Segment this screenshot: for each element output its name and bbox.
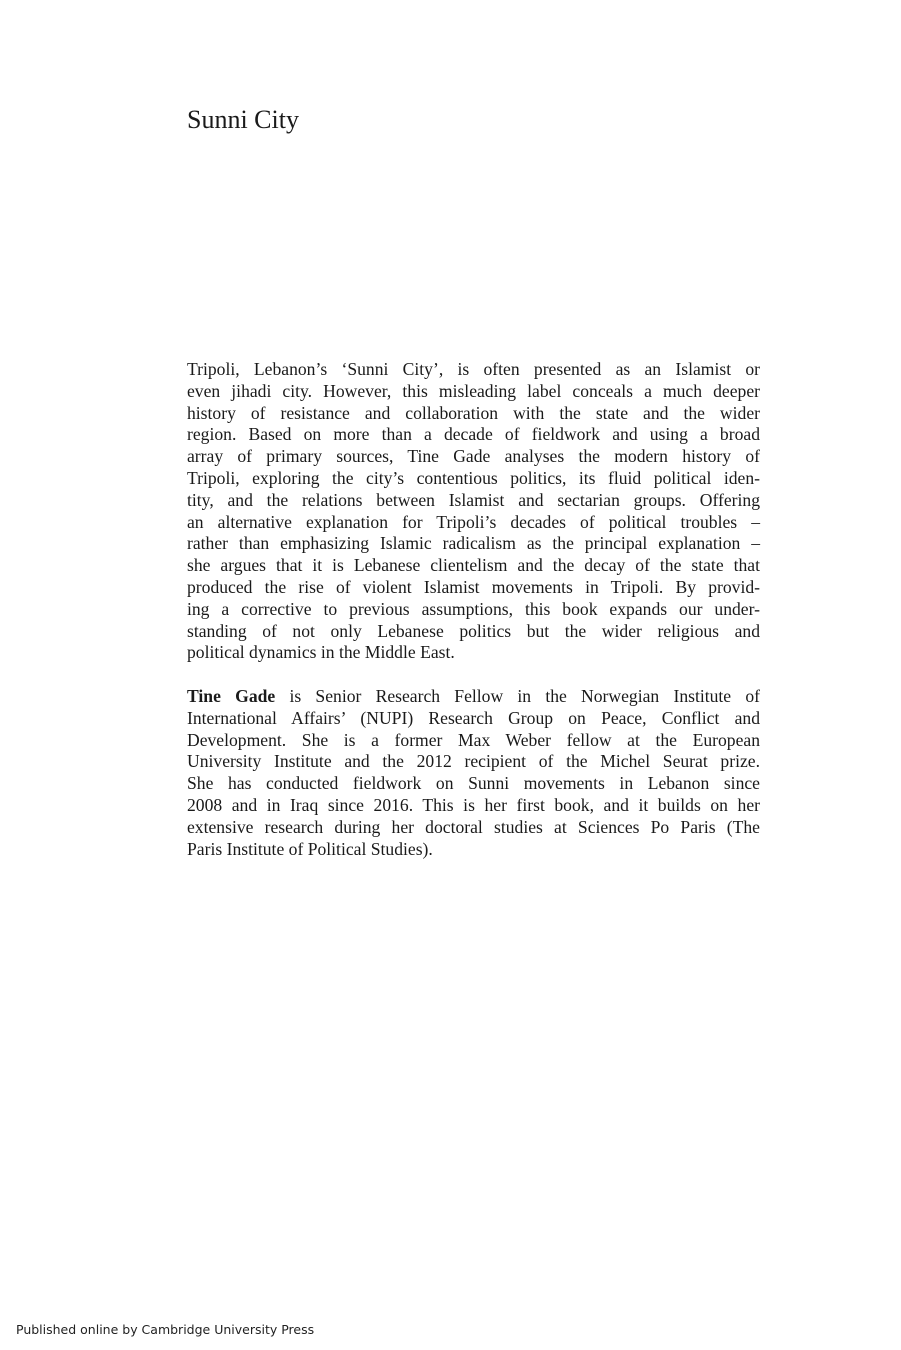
publisher-footer: Published online by Cambridge University Press bbox=[16, 1322, 315, 1337]
blurb-line: ing a corrective to previous assumptions, this book expands our under- bbox=[187, 598, 760, 619]
bio-line: Paris Institute of Political Studies). bbox=[187, 838, 433, 859]
blurb-line: she argues that it is Lebanese clientelism and the decay of the state that bbox=[187, 555, 760, 576]
blurb-line: produced the rise of violent Islamist movements in Tripoli. By provid- bbox=[187, 576, 760, 597]
bio-line: extensive research during her doctoral studies at Sciences Po Paris (The bbox=[187, 816, 760, 837]
page-title: Sunni City bbox=[187, 105, 299, 134]
bio-first-line-text: is Senior Research Fellow in the Norwegian Institute of bbox=[275, 686, 761, 706]
book-blurb bbox=[187, 359, 760, 664]
author-bio bbox=[187, 686, 760, 860]
blurb-line: an alternative explanation for Tripoli’s decades of political troubles – bbox=[187, 511, 760, 532]
bio-line: Development. She is a former Max Weber fellow at the European bbox=[187, 729, 760, 750]
blurb-line: standing of not only Lebanese politics but the wider religious and bbox=[187, 620, 760, 641]
bio-line: University Institute and the 2012 recipient of the Michel Seurat prize. bbox=[187, 751, 760, 772]
blurb-line: tity, and the relations between Islamist and sectarian groups. Offering bbox=[187, 489, 760, 510]
blurb-line: Tripoli, Lebanon’s ‘Sunni City’, is often presented as an Islamist or bbox=[187, 359, 760, 379]
blurb-line: political dynamics in the Middle East. bbox=[187, 642, 455, 663]
blurb-line: Tripoli, exploring the city’s contentious politics, its fluid political iden- bbox=[187, 467, 760, 488]
blurb-line: history of resistance and collaboration with the state and the wider bbox=[187, 402, 760, 423]
blurb-line: array of primary sources, Tine Gade analyses the modern history of bbox=[187, 446, 760, 467]
bio-line: 2008 and in Iraq since 2016. This is her first book, and it builds on her bbox=[187, 794, 760, 815]
blurb-line: rather than emphasizing Islamic radicalism as the principal explanation – bbox=[187, 533, 760, 554]
bio-line: International Affairs’ (NUPI) Research Group on Peace, Conflict and bbox=[187, 707, 760, 728]
bio-first-line bbox=[187, 686, 760, 708]
author-name: Tine Gade bbox=[187, 686, 276, 706]
blurb-line: region. Based on more than a decade of fieldwork and using a broad bbox=[187, 424, 760, 445]
blurb-line: even jihadi city. However, this misleading label conceals a much deeper bbox=[187, 380, 760, 401]
bio-line: She has conducted fieldwork on Sunni movements in Lebanon since bbox=[187, 773, 760, 794]
